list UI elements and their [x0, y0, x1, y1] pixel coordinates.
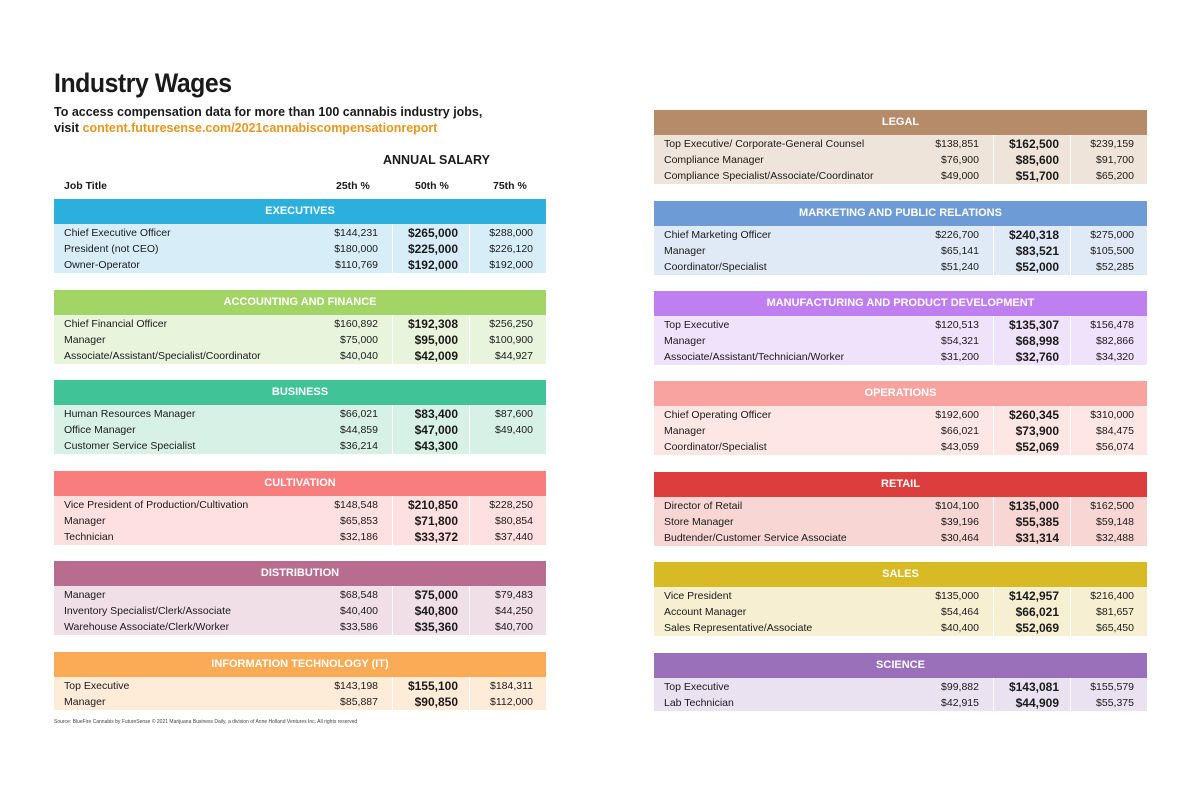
p50-cell: $265,000: [407, 226, 458, 240]
p50-cell: $55,385: [1015, 515, 1059, 529]
p75-cell: $52,285: [1096, 261, 1134, 273]
p75-cell: $87,600: [495, 408, 533, 420]
section-body: [54, 586, 546, 635]
p75-cell: $162,500: [1090, 500, 1134, 512]
table-row: [654, 168, 1147, 184]
section-legal: [654, 110, 1147, 184]
p25-cell: $36,214: [340, 440, 378, 452]
p25-cell: $31,200: [941, 351, 979, 363]
p50-cell: $85,600: [1015, 153, 1059, 167]
table-row: [54, 225, 546, 241]
p25-cell: $65,853: [340, 515, 378, 527]
job-title-cell: Lab Technician: [664, 697, 734, 709]
section-body: [54, 315, 546, 364]
table-row: [54, 678, 546, 694]
job-title-cell: Manager: [64, 334, 106, 346]
table-row: [54, 694, 546, 710]
p75-cell: $84,475: [1096, 425, 1134, 437]
p50-cell: $83,521: [1015, 244, 1059, 258]
p25-cell: $30,464: [941, 532, 979, 544]
section-cultivation: [54, 471, 546, 545]
col-job-title: Job Title: [64, 180, 107, 192]
job-title-cell: Sales Representative/Associate: [664, 622, 813, 634]
job-title-cell: Top Executive: [664, 319, 730, 331]
p50-cell: $192,000: [407, 258, 458, 272]
table-row: [654, 136, 1147, 152]
p75-cell: $59,148: [1096, 516, 1134, 528]
table-row: [654, 530, 1147, 546]
section-manufacturing-and-product-development: [654, 291, 1147, 365]
table-row: [54, 587, 546, 603]
p50-cell: $240,318: [1008, 228, 1059, 242]
section-marketing-and-public-relations: [654, 201, 1147, 275]
section-body: [54, 224, 546, 273]
p50-cell: $42,009: [414, 349, 458, 363]
job-title-cell: Associate/Assistant/Technician/Worker: [664, 351, 845, 363]
table-row: [654, 514, 1147, 530]
table-row: [654, 498, 1147, 514]
section-body: [654, 316, 1147, 365]
job-title-cell: Chief Financial Officer: [64, 318, 168, 330]
section-header: MANUFACTURING AND PRODUCT DEVELOPMENT: [654, 291, 1147, 316]
p25-cell: $44,859: [340, 424, 378, 436]
p25-cell: $66,021: [941, 425, 979, 437]
p25-cell: $40,400: [340, 605, 378, 617]
p75-cell: $310,000: [1090, 409, 1134, 421]
p50-cell: $52,069: [1015, 621, 1059, 635]
p25-cell: $40,040: [340, 350, 378, 362]
intro-visit: visit: [54, 121, 83, 135]
p25-cell: $43,059: [941, 441, 979, 453]
p50-cell: $135,307: [1008, 318, 1059, 332]
p75-cell: $275,000: [1090, 229, 1134, 241]
p75-cell: $155,579: [1090, 681, 1134, 693]
job-title-cell: Owner-Operator: [64, 259, 140, 271]
job-title-cell: Top Executive: [664, 681, 730, 693]
table-row: [54, 529, 546, 545]
p25-cell: $65,141: [941, 245, 979, 257]
p25-cell: $148,548: [334, 499, 378, 511]
p25-cell: $42,915: [941, 697, 979, 709]
job-title-cell: Manager: [664, 335, 706, 347]
job-title-cell: Top Executive: [64, 680, 130, 692]
job-title-cell: Manager: [664, 425, 706, 437]
table-row: [54, 257, 546, 273]
job-title-cell: Chief Operating Officer: [664, 409, 772, 421]
p25-cell: $33,586: [340, 621, 378, 633]
p75-cell: $40,700: [495, 621, 533, 633]
intro-text: [54, 104, 482, 136]
section-header: SALES: [654, 562, 1147, 587]
table-row: [654, 407, 1147, 423]
table-row: [654, 695, 1147, 711]
section-header: SCIENCE: [654, 653, 1147, 678]
p50-cell: $66,021: [1015, 605, 1059, 619]
table-row: [654, 679, 1147, 695]
job-title-cell: Manager: [64, 589, 106, 601]
p50-cell: $90,850: [414, 695, 458, 709]
p25-cell: $120,513: [935, 319, 979, 331]
job-title-cell: Budtender/Customer Service Associate: [664, 532, 847, 544]
p50-cell: $260,345: [1008, 408, 1059, 422]
p25-cell: $40,400: [941, 622, 979, 634]
section-header: RETAIL: [654, 472, 1147, 497]
section-retail: [654, 472, 1147, 546]
p75-cell: $55,375: [1096, 697, 1134, 709]
p75-cell: $79,483: [495, 589, 533, 601]
p25-cell: $144,231: [334, 227, 378, 239]
table-row: [654, 243, 1147, 259]
p50-cell: $33,372: [414, 530, 458, 544]
p75-cell: $100,900: [489, 334, 533, 346]
table-row: [654, 317, 1147, 333]
job-title-cell: Manager: [664, 245, 706, 257]
p25-cell: $143,198: [334, 680, 378, 692]
section-header: DISTRIBUTION: [54, 561, 546, 586]
section-accounting-and-finance: [54, 290, 546, 364]
job-title-cell: Account Manager: [664, 606, 747, 618]
p75-cell: $44,250: [495, 605, 533, 617]
job-title-cell: Manager: [64, 696, 106, 708]
table-row: [54, 438, 546, 454]
p25-cell: $110,769: [334, 259, 378, 271]
p75-cell: $239,159: [1090, 138, 1134, 150]
p75-cell: $226,120: [489, 243, 533, 255]
col-25th: 25th %: [336, 180, 370, 192]
table-row: [54, 406, 546, 422]
section-header: ACCOUNTING AND FINANCE: [54, 290, 546, 315]
p50-cell: $162,500: [1008, 137, 1059, 151]
p25-cell: $138,851: [935, 138, 979, 150]
table-row: [54, 316, 546, 332]
p25-cell: $180,000: [334, 243, 378, 255]
p25-cell: $54,464: [941, 606, 979, 618]
table-row: [54, 603, 546, 619]
job-title-cell: Associate/Assistant/Specialist/Coordinator: [64, 350, 261, 362]
p50-cell: $95,000: [414, 333, 458, 347]
section-body: [654, 497, 1147, 546]
table-row: [654, 227, 1147, 243]
job-title-cell: Warehouse Associate/Clerk/Worker: [64, 621, 230, 633]
table-row: [654, 333, 1147, 349]
job-title-cell: Inventory Specialist/Clerk/Associate: [64, 605, 231, 617]
p75-cell: $32,488: [1096, 532, 1134, 544]
p75-cell: $228,250: [489, 499, 533, 511]
p75-cell: $37,440: [495, 531, 533, 543]
p25-cell: $39,196: [941, 516, 979, 528]
p50-cell: $32,760: [1015, 350, 1059, 364]
p50-cell: $31,314: [1015, 531, 1059, 545]
job-title-cell: Chief Executive Officer: [64, 227, 171, 239]
intro-line: To access compensation data for more than 100 cannabis industry jobs,: [54, 105, 483, 119]
table-row: [54, 497, 546, 513]
p25-cell: $226,700: [935, 229, 979, 241]
section-body: [654, 587, 1147, 636]
table-row: [654, 439, 1147, 455]
p25-cell: $75,000: [340, 334, 378, 346]
job-title-cell: Store Manager: [664, 516, 734, 528]
section-body: [54, 496, 546, 545]
table-row: [54, 241, 546, 257]
p75-cell: $156,478: [1090, 319, 1134, 331]
section-body: [654, 226, 1147, 275]
p75-cell: $184,311: [489, 680, 533, 692]
section-body: [654, 135, 1147, 184]
section-header: EXECUTIVES: [54, 199, 546, 224]
table-row: [654, 620, 1147, 636]
source-note: Source: BlueFire Cannabis by FutureSense © 2021 Marijuana Business Daily, a division of Anne Holland Ventures Inc. All rights reserved: [54, 719, 358, 725]
p25-cell: $49,000: [941, 170, 979, 182]
section-body: [54, 677, 546, 710]
report-link[interactable]: content.futuresense.com/2021cannabiscompensationreport: [82, 121, 438, 135]
job-title-cell: Manager: [64, 515, 106, 527]
p50-cell: $210,850: [407, 498, 458, 512]
p25-cell: $85,887: [340, 696, 378, 708]
page-title: Industry Wages: [54, 68, 232, 98]
p25-cell: $68,548: [340, 589, 378, 601]
p50-cell: $143,081: [1008, 680, 1059, 694]
col-50th: 50th %: [415, 180, 449, 192]
p25-cell: $192,600: [935, 409, 979, 421]
p25-cell: $135,000: [935, 590, 979, 602]
section-executives: [54, 199, 546, 273]
p50-cell: $68,998: [1015, 334, 1059, 348]
col-75th: 75th %: [493, 180, 527, 192]
table-row: [54, 619, 546, 635]
section-header: INFORMATION TECHNOLOGY (IT): [54, 652, 546, 677]
section-header: LEGAL: [654, 110, 1147, 135]
p50-cell: $44,909: [1015, 696, 1059, 710]
table-row: [654, 259, 1147, 275]
job-title-cell: Vice President of Production/Cultivation: [64, 499, 249, 511]
section-header: CULTIVATION: [54, 471, 546, 496]
p75-cell: $81,657: [1096, 606, 1134, 618]
p75-cell: $49,400: [495, 424, 533, 436]
table-row: [654, 588, 1147, 604]
job-title-cell: Human Resources Manager: [64, 408, 196, 420]
p75-cell: $44,927: [495, 350, 533, 362]
job-title-cell: Vice President: [664, 590, 732, 602]
job-title-cell: Director of Retail: [664, 500, 743, 512]
p25-cell: $104,100: [935, 500, 979, 512]
annual-salary-heading: ANNUAL SALARY: [383, 153, 490, 167]
p75-cell: $256,250: [489, 318, 533, 330]
p50-cell: $35,360: [414, 620, 458, 634]
section-header: OPERATIONS: [654, 381, 1147, 406]
p75-cell: $56,074: [1096, 441, 1134, 453]
job-title-cell: Compliance Specialist/Associate/Coordinator: [664, 170, 874, 182]
section-operations: [654, 381, 1147, 455]
p75-cell: $82,866: [1096, 335, 1134, 347]
p25-cell: $54,321: [941, 335, 979, 347]
table-row: [54, 332, 546, 348]
table-row: [54, 422, 546, 438]
section-header: BUSINESS: [54, 380, 546, 405]
p50-cell: $52,000: [1015, 260, 1059, 274]
p50-cell: $73,900: [1015, 424, 1059, 438]
p50-cell: $51,700: [1015, 169, 1059, 183]
section-distribution: [54, 561, 546, 635]
p50-cell: $75,000: [414, 588, 458, 602]
p75-cell: $192,000: [489, 259, 533, 271]
p75-cell: $65,200: [1096, 170, 1134, 182]
p75-cell: $112,000: [489, 696, 533, 708]
job-title-cell: Technician: [64, 531, 114, 543]
section-header: MARKETING AND PUBLIC RELATIONS: [654, 201, 1147, 226]
job-title-cell: Top Executive/ Corporate-General Counsel: [664, 138, 865, 150]
job-title-cell: Coordinator/Specialist: [664, 441, 767, 453]
job-title-cell: Compliance Manager: [664, 154, 764, 166]
p25-cell: $66,021: [340, 408, 378, 420]
table-row: [654, 604, 1147, 620]
p25-cell: $99,882: [941, 681, 979, 693]
section-business: [54, 380, 546, 454]
p75-cell: $105,500: [1090, 245, 1134, 257]
p25-cell: $160,892: [334, 318, 378, 330]
p75-cell: $80,854: [495, 515, 533, 527]
table-row: [654, 152, 1147, 168]
p50-cell: $142,957: [1008, 589, 1059, 603]
p50-cell: $192,308: [407, 317, 458, 331]
job-title-cell: Office Manager: [64, 424, 136, 436]
intro-link-line: [54, 120, 482, 136]
p75-cell: $216,400: [1090, 590, 1134, 602]
section-sales: [654, 562, 1147, 636]
job-title-cell: Customer Service Specialist: [64, 440, 196, 452]
job-title-cell: President (not CEO): [64, 243, 159, 255]
p75-cell: $34,320: [1096, 351, 1134, 363]
job-title-cell: Chief Marketing Officer: [664, 229, 772, 241]
p25-cell: $32,186: [340, 531, 378, 543]
p50-cell: $83,400: [414, 407, 458, 421]
p50-cell: $225,000: [407, 242, 458, 256]
section-body: [54, 405, 546, 454]
job-title-cell: Coordinator/Specialist: [664, 261, 767, 273]
table-row: [654, 349, 1147, 365]
table-row: [54, 348, 546, 364]
p50-cell: $135,000: [1008, 499, 1059, 513]
p75-cell: $91,700: [1096, 154, 1134, 166]
p25-cell: $51,240: [941, 261, 979, 273]
section-science: [654, 653, 1147, 711]
p50-cell: $52,069: [1015, 440, 1059, 454]
table-row: [54, 513, 546, 529]
p50-cell: $155,100: [407, 679, 458, 693]
p50-cell: $47,000: [414, 423, 458, 437]
section-body: [654, 406, 1147, 455]
p50-cell: $40,800: [414, 604, 458, 618]
p25-cell: $76,900: [941, 154, 979, 166]
p50-cell: $71,800: [414, 514, 458, 528]
p75-cell: $288,000: [489, 227, 533, 239]
section-information-technology-it: [54, 652, 546, 710]
table-row: [654, 423, 1147, 439]
p75-cell: $65,450: [1096, 622, 1134, 634]
p50-cell: $43,300: [414, 439, 458, 453]
section-body: [654, 678, 1147, 711]
